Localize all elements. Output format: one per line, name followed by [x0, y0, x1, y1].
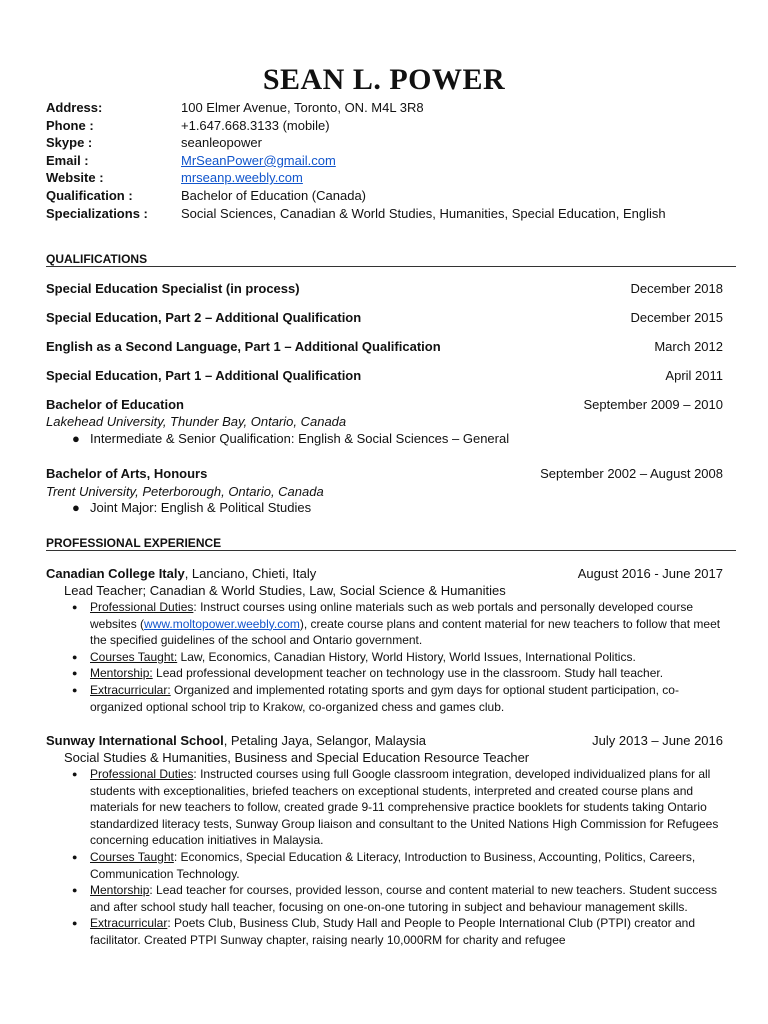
degree-bullet-text: Intermediate & Senior Qualification: English & Social Sciences – General — [90, 431, 510, 446]
list-item: ● Extracurricular: Poets Club, Business Club, Study Hall and People to People International Club (PTPI) creator and facilitator. Created PTPI Sunway chapter, raising nearly 10,000RM for charity and refugee — [72, 915, 727, 948]
contact-row-email — [46, 152, 736, 170]
contact-block — [46, 99, 736, 222]
contact-value: 100 Elmer Avenue, Toronto, ON. M4L 3R8 — [181, 100, 424, 115]
contact-row-website — [46, 169, 736, 187]
contact-label: Website : — [46, 170, 104, 186]
degree-bullet-text: Joint Major: English & Political Studies — [90, 500, 312, 515]
section-heading-experience: PROFESSIONAL EXPERIENCE — [46, 536, 736, 551]
bullet-icon: ● — [72, 431, 80, 446]
qualification-date: March 2012 — [654, 339, 723, 354]
contact-row-specializations — [46, 205, 736, 223]
qualification-date: December 2015 — [630, 310, 723, 325]
contact-row-address — [46, 99, 736, 117]
contact-label: Qualification : — [46, 187, 133, 203]
qualification-row — [46, 367, 723, 384]
degree-date: September 2009 – 2010 — [583, 397, 723, 412]
qualification-row — [46, 309, 723, 326]
qualification-row — [46, 280, 723, 297]
candidate-name: SEAN L. POWER — [262, 63, 506, 96]
degree-title: Bachelor of Arts, Honours — [46, 466, 208, 481]
job-header — [46, 565, 723, 582]
contact-label: Email : — [46, 152, 89, 168]
contact-row-skype — [46, 134, 736, 152]
degree-institution: Lakehead University, Thunder Bay, Ontario, Canada — [46, 414, 347, 429]
qualification-title: Special Education, Part 1 – Additional Qualification — [46, 368, 362, 383]
contact-label: Phone : — [46, 117, 94, 133]
job-role: Social Studies & Humanities, Business and Special Education Resource Teacher — [64, 750, 530, 765]
degree-bullet — [72, 499, 311, 516]
contact-row-phone — [46, 117, 736, 135]
degree-institution: Trent University, Peterborough, Ontario, Canada — [46, 484, 324, 499]
list-item: ● Professional Duties: Instructed courses using full Google classroom integration, developed individualized plans for all students with exceptionalities, briefed teachers on exceptional students, interpreted and created course plans and materials for new teachers to follow, created grade 9-11 comprehensive practice booklets for students taking Ontario standardized literacy tests, Sunway Group liaison and consultant to the United Nations High Commission for Refugees concerning education initiatives in Malaysia. — [72, 766, 727, 849]
website-link[interactable]: mrseanp.weebly.com — [181, 170, 303, 186]
contact-value: Social Sciences, Canadian & World Studies, Humanities, Special Education, English — [181, 205, 666, 221]
qualification-date: December 2018 — [630, 281, 723, 296]
job-duties-list — [72, 599, 727, 715]
contact-value: seanleopower — [181, 135, 262, 151]
contact-row-qualification — [46, 187, 736, 205]
qualification-date: April 2011 — [665, 368, 723, 383]
list-item: ● Courses Taught: Law, Economics, Canadian History, World History, World Issues, International Politics. — [72, 649, 727, 666]
qualification-title: Special Education Specialist (in process) — [46, 281, 300, 296]
degree-date: September 2002 – August 2008 — [540, 466, 723, 481]
employer-name: Sunway International School — [46, 733, 224, 748]
employer-location: , Lanciano, Chieti, Italy — [184, 566, 317, 581]
list-item: ● Extracurricular: Organized and implemented rotating sports and gym days for optional student participation, co-organized optional school trip to Krakow, co-organized chess and games club. — [72, 682, 727, 715]
course-website-link[interactable]: www.moltopower.weebly.com — [144, 616, 300, 631]
bullet-icon: ● — [72, 500, 80, 515]
qualification-title: Special Education, Part 2 – Additional Qualification — [46, 310, 362, 325]
email-link[interactable]: MrSeanPower@gmail.com — [181, 152, 336, 168]
employer-location: , Petaling Jaya, Selangor, Malaysia — [223, 733, 427, 748]
list-item: ● Mentorship: Lead professional development teacher on technology use in the classroom. Study hall teacher. — [72, 665, 727, 682]
contact-value: +1.647.668.3133 (mobile) — [181, 117, 330, 133]
qualification-title: English as a Second Language, Part 1 – Additional Qualification — [46, 339, 441, 354]
list-item: ● Mentorship: Lead teacher for courses, provided lesson, course and content material to new teachers. Student success and after school study hall teacher, focusing on one-on-one tutoring in subject and behaviour management skills. — [72, 882, 727, 915]
job-date: July 2013 – June 2016 — [592, 733, 723, 748]
contact-label: Address: — [46, 100, 103, 115]
job-duties-list — [72, 766, 727, 949]
job-role: Lead Teacher; Canadian & World Studies, Law, Social Science & Humanities — [64, 583, 506, 598]
qualification-row — [46, 338, 723, 355]
job-header — [46, 732, 723, 749]
job-date: August 2016 - June 2017 — [577, 566, 723, 581]
degree-bullet — [72, 430, 509, 447]
degree-row — [46, 465, 723, 482]
degree-title: Bachelor of Education — [46, 397, 184, 412]
section-heading-qualifications: QUALIFICATIONS — [46, 252, 736, 267]
list-item: ● Professional Duties: Instruct courses using online materials such as web portals and personally developed course websites (www.moltopower.weebly.com), create course plans and content material for new teachers to follow that meet the specified guidelines of the school and Ontario government. — [72, 599, 727, 649]
contact-label: Specializations : — [46, 205, 148, 221]
employer-name: Canadian College Italy — [46, 566, 185, 581]
contact-label: Skype : — [46, 135, 93, 151]
degree-row — [46, 396, 723, 413]
contact-value: Bachelor of Education (Canada) — [181, 187, 367, 203]
list-item: ● Courses Taught: Economics, Special Education & Literacy, Introduction to Business, Accounting, Politics, Careers, Communication Technology. — [72, 849, 727, 882]
